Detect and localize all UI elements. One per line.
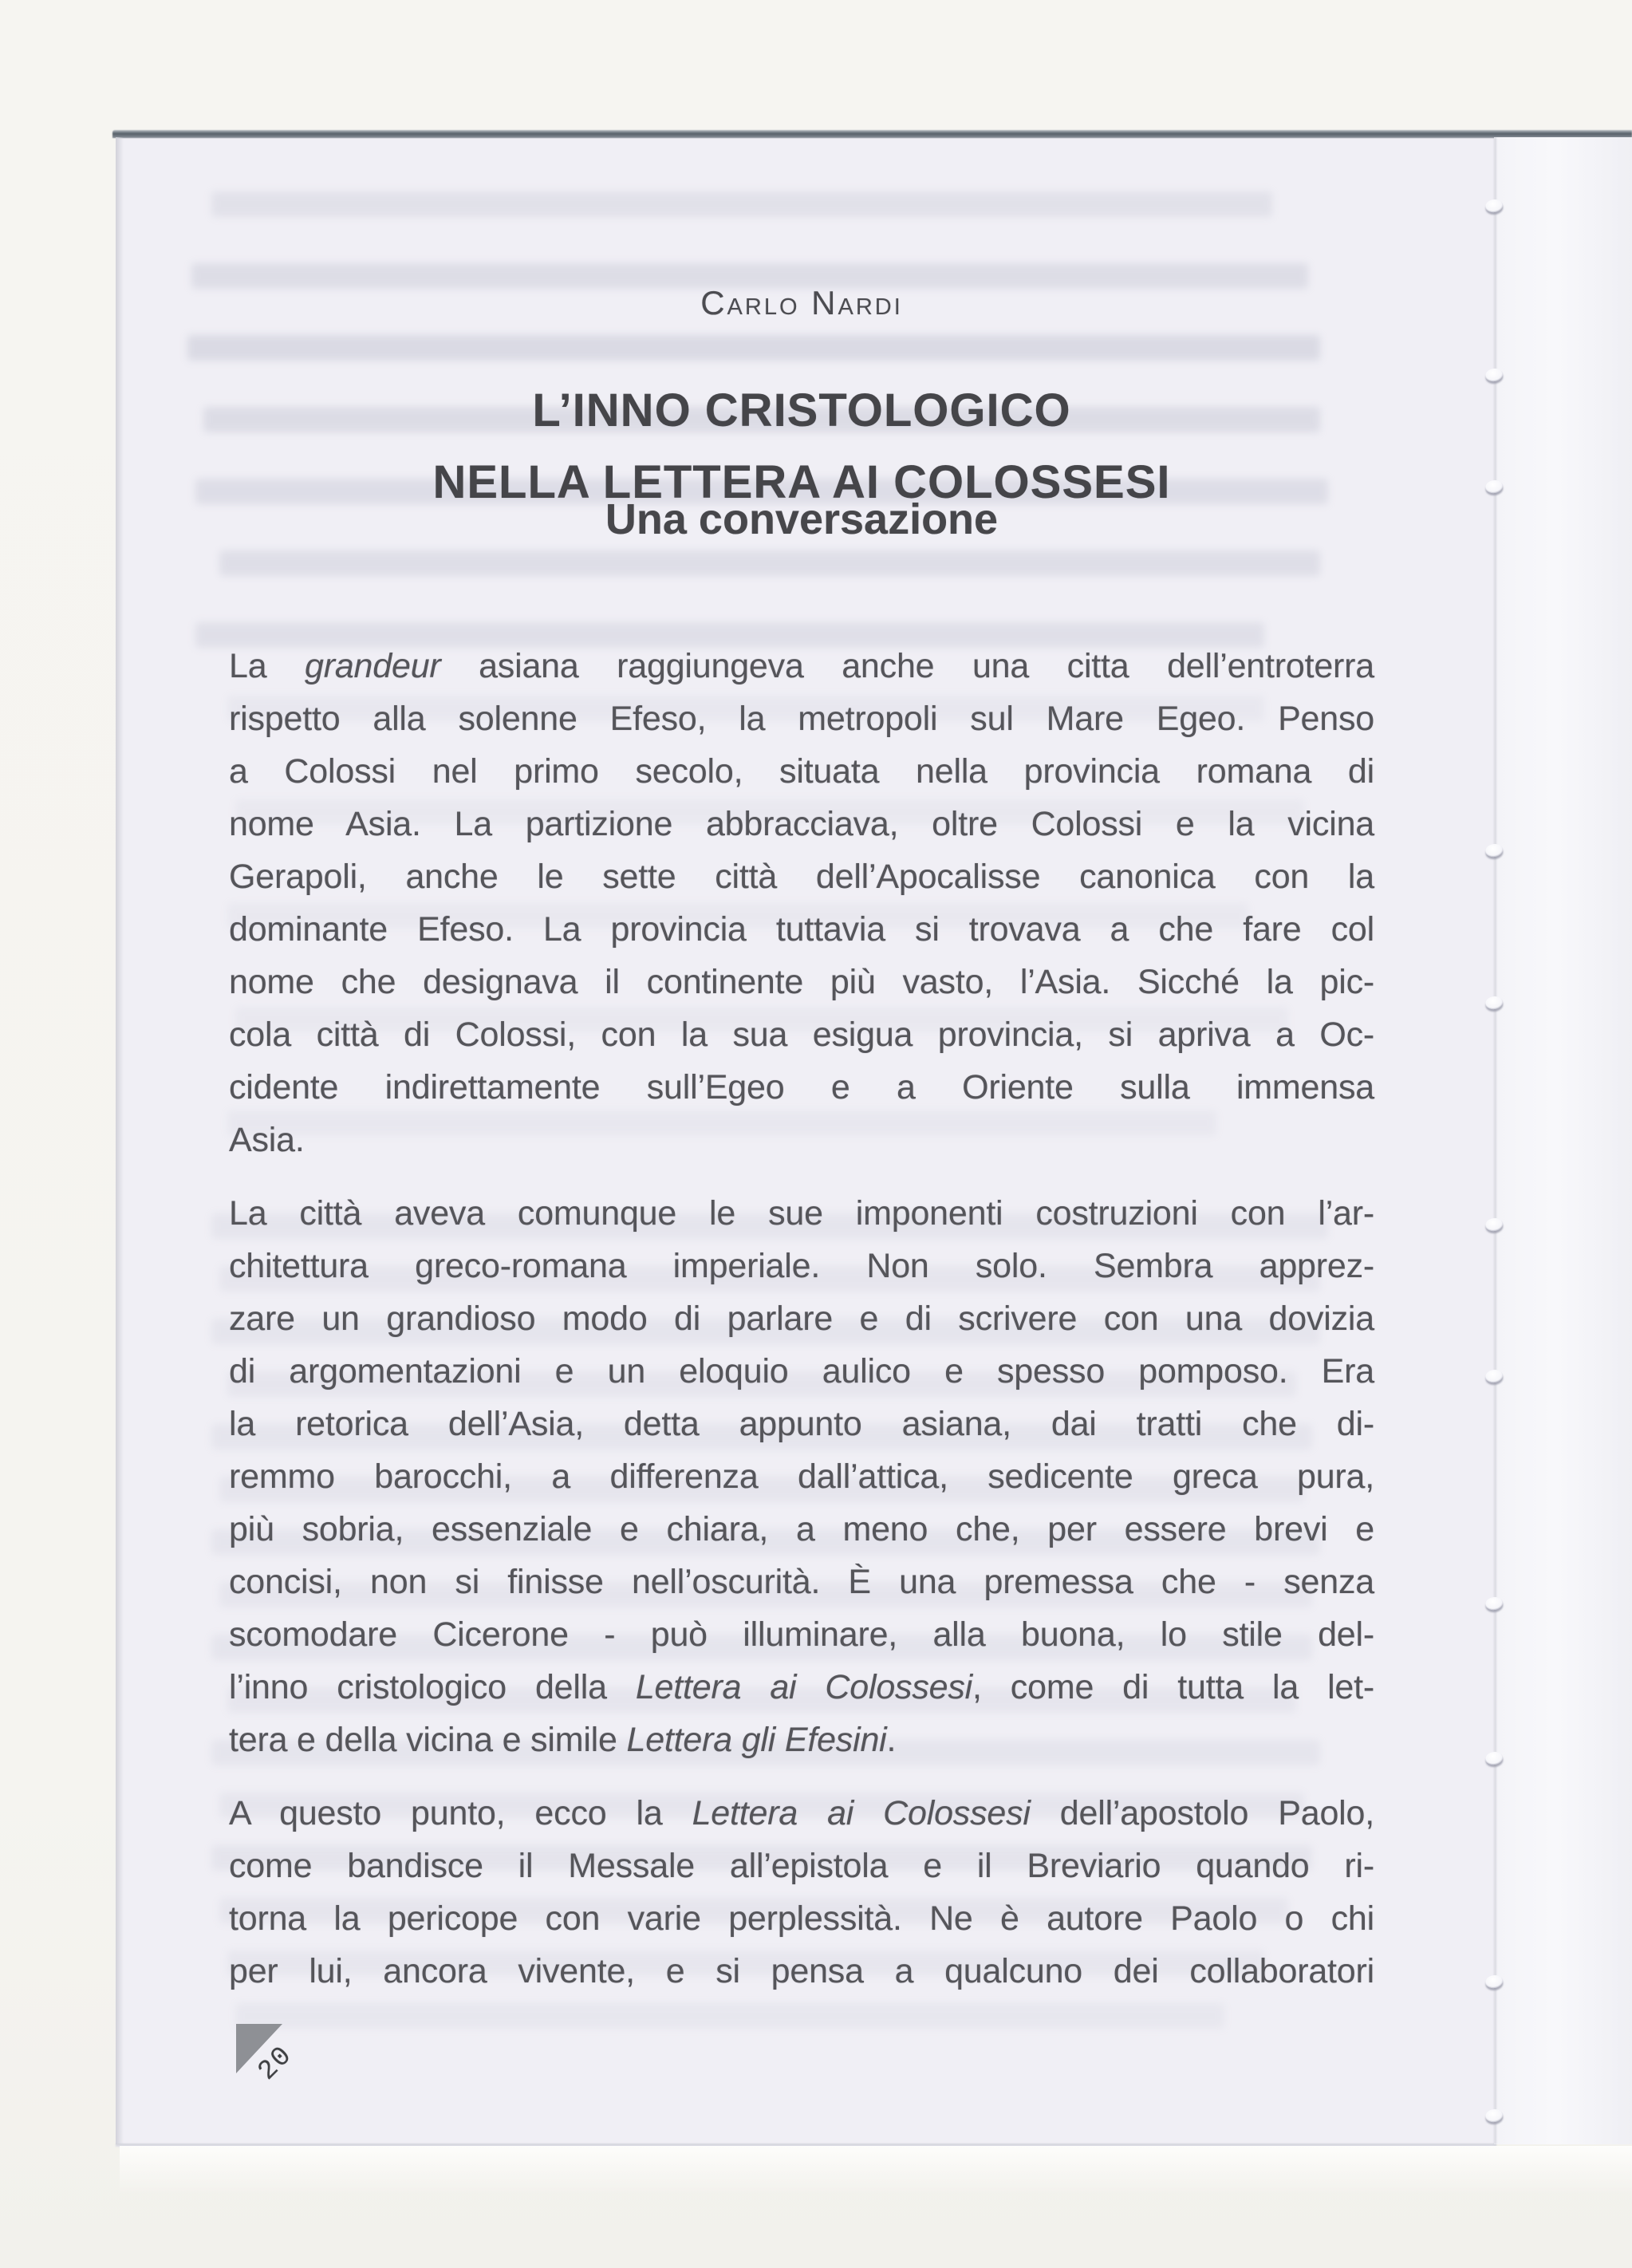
text-segment: La <box>229 647 305 685</box>
text-segment: come bandisce il Messale all’epistola e il Breviario quando ri- <box>229 1847 1374 1885</box>
text-segment: Gerapoli, anche le sette città dell’Apocalisse canonica con la <box>229 858 1374 896</box>
binding-hole <box>1484 1751 1504 1766</box>
text-line <box>229 1187 1374 1240</box>
subtitle: Una conversazione <box>605 495 999 543</box>
text-segment: tera e della vicina e simile <box>229 1721 627 1759</box>
binding-hole <box>1484 479 1504 495</box>
text-line <box>229 956 1374 1008</box>
italic-text-segment: Lettera ai Colossesi <box>692 1794 1031 1832</box>
text-line <box>229 1114 1374 1166</box>
author-name: Carlo Nardi <box>700 284 903 321</box>
text-line <box>229 1840 1374 1892</box>
text-segment: di argomentazioni e un eloquio aulico e spesso pomposo. Era <box>229 1352 1374 1390</box>
italic-text-segment: Lettera gli Efesini <box>626 1721 887 1759</box>
text-segment: , come di tutta la let- <box>972 1668 1374 1706</box>
text-line <box>229 1945 1374 1998</box>
text-line <box>229 1450 1374 1503</box>
binding-hole <box>1484 368 1504 383</box>
book-page <box>116 137 1632 2144</box>
text-segment: concisi, non si finisse nell’oscurità. È una premessa che - senza <box>229 1563 1374 1601</box>
italic-text-segment: Lettera ai Colossesi <box>635 1668 973 1706</box>
binding-gutter <box>1494 137 1632 2144</box>
page-left-edge <box>116 137 124 2144</box>
page-bottom-highlight <box>120 2146 1632 2194</box>
text-segment: scomodare Cicerone - può illuminare, alla buona, lo stile del- <box>229 1615 1374 1654</box>
paragraph <box>229 1187 1374 1766</box>
binding-hole <box>1484 1596 1504 1611</box>
text-line <box>229 1714 1374 1766</box>
text-segment: per lui, ancora vivente, e si pensa a qualcuno dei collaboratori <box>229 1952 1374 1990</box>
text-line <box>229 1661 1374 1714</box>
binding-hole <box>1484 1369 1504 1384</box>
text-line <box>229 1061 1374 1114</box>
text-line <box>229 1240 1374 1292</box>
text-segment: cola città di Colossi, con la sua esigua provincia, si apriva a Oc- <box>229 1016 1374 1054</box>
text-segment: rispetto alla solenne Efeso, la metropoli sul Mare Egeo. Penso <box>229 700 1374 738</box>
binding-hole <box>1484 843 1504 858</box>
text-line <box>229 1398 1374 1450</box>
text-segment: a Colossi nel primo secolo, situata nella provincia romana di <box>229 752 1374 791</box>
body-text <box>229 640 1374 1998</box>
text-segment: torna la pericope con varie perplessità. Ne è autore Paolo o chi <box>229 1899 1374 1938</box>
text-segment: nome che designava il continente più vasto, l’Asia. Sicché la pic- <box>229 963 1374 1001</box>
binding-hole <box>1484 2108 1504 2124</box>
text-segment: dominante Efeso. La provincia tuttavia si trovava a che fare col <box>229 910 1374 949</box>
text-segment: La città aveva comunque le sue imponenti costruzioni con l’ar- <box>229 1194 1374 1233</box>
text-segment: chitettura greco-romana imperiale. Non solo. Sembra apprez- <box>229 1247 1374 1285</box>
gutter-crease-line <box>1494 137 1496 2144</box>
binding-hole <box>1484 1217 1504 1233</box>
text-segment: Asia. <box>229 1121 305 1159</box>
text-line <box>229 798 1374 850</box>
text-line <box>229 640 1374 692</box>
text-segment: A questo punto, ecco la <box>229 1794 692 1832</box>
bleed-through-line <box>211 191 1272 217</box>
text-line <box>229 1787 1374 1840</box>
text-segment: zare un grandioso modo di parlare e di scrivere con una dovizia <box>229 1300 1374 1338</box>
text-segment: cidente indirettamente sull’Egeo e a Oriente sulla immensa <box>229 1068 1374 1106</box>
bleed-through-line <box>219 550 1320 576</box>
text-line <box>229 1292 1374 1345</box>
text-segment: remmo barocchi, a differenza dall’attica, sedicente greca pura, <box>229 1457 1374 1496</box>
text-segment: asiana raggiungeva anche una citta dell’entroterra <box>440 647 1374 685</box>
text-line <box>229 1503 1374 1556</box>
text-segment: più sobria, essenziale e chiara, a meno che, per essere brevi e <box>229 1510 1374 1548</box>
text-line <box>229 903 1374 956</box>
title-line-1: L’INNO CRISTOLOGICO <box>532 385 1071 436</box>
text-segment: dell’apostolo Paolo, <box>1030 1794 1374 1832</box>
text-segment: la retorica dell’Asia, detta appunto asiana, dai tratti che di- <box>229 1405 1374 1443</box>
text-line <box>229 1008 1374 1061</box>
binding-hole <box>1484 199 1504 214</box>
text-segment: nome Asia. La partizione abbracciava, oltre Colossi e la vicina <box>229 805 1374 843</box>
paragraph <box>229 640 1374 1166</box>
text-line <box>229 1345 1374 1398</box>
text-segment: . <box>886 1721 897 1759</box>
page-top-edge-shadow <box>112 130 1632 138</box>
bleed-through-line <box>235 2003 1224 2029</box>
text-line <box>229 745 1374 798</box>
text-line <box>229 1892 1374 1945</box>
page-number: 20 <box>252 2040 300 2088</box>
binding-hole <box>1484 996 1504 1011</box>
italic-text-segment: grandeur <box>305 647 441 685</box>
title-line-2: NELLA LETTERA AI COLOSSESI <box>432 456 1171 508</box>
text-line <box>229 1608 1374 1661</box>
text-line <box>229 850 1374 903</box>
bleed-through-line <box>187 335 1320 361</box>
text-line <box>229 1556 1374 1608</box>
text-segment: l’inno cristologico della <box>229 1668 636 1706</box>
text-line <box>229 692 1374 745</box>
binding-hole <box>1484 1974 1504 1990</box>
paragraph <box>229 1787 1374 1998</box>
